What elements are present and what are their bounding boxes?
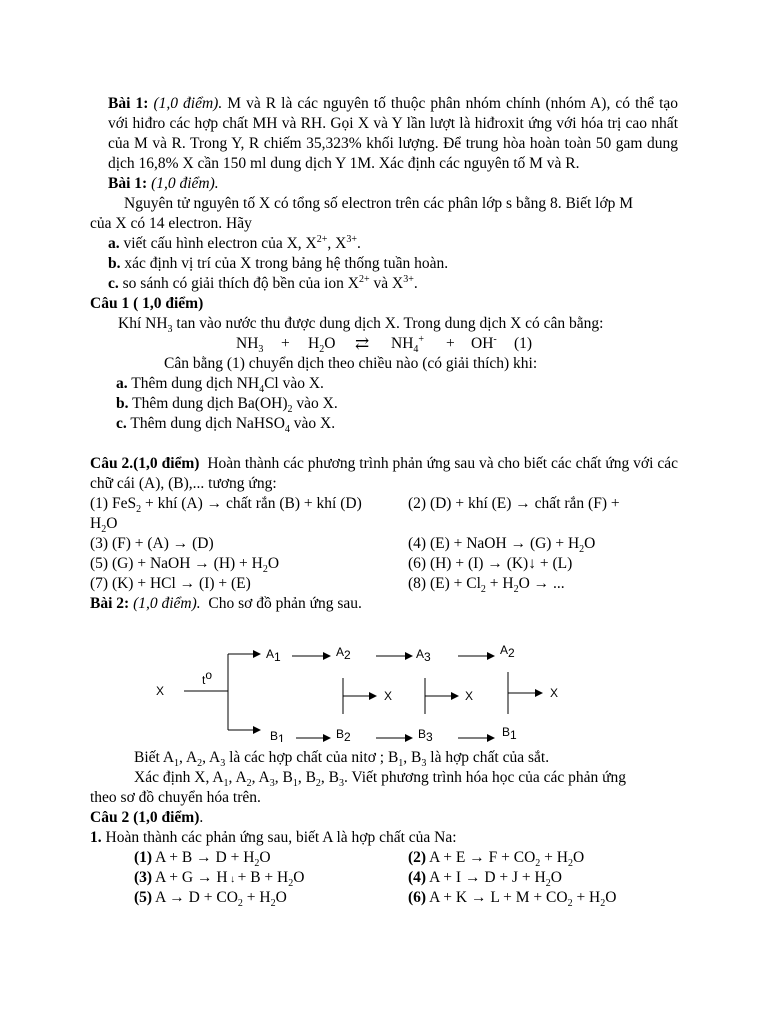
reaction-7: (7) (K) + HCl → (I) + (E): [90, 575, 251, 592]
eq-oh: [471, 334, 497, 354]
subscript: 2: [535, 858, 541, 870]
subscript: 2: [287, 404, 293, 416]
item-text: xác định vị trí của X trong bảng hệ thống tuần hoàn.: [124, 255, 449, 272]
reaction-2-cont: O: [106, 515, 118, 532]
subscript: 2: [579, 544, 585, 556]
reaction-text: A + B → D + H: [152, 849, 255, 866]
t-superscript: o: [205, 668, 213, 682]
charge: 3+: [403, 273, 414, 285]
item-label: b.: [108, 255, 121, 272]
node-b1: [270, 729, 285, 742]
node-index: 1: [278, 732, 285, 742]
bai2-para3: theo sơ đồ chuyển hóa trên.: [90, 789, 261, 806]
node-b3: [418, 727, 433, 742]
node-index: 2: [344, 730, 351, 742]
reaction-text: O → ...: [518, 575, 565, 592]
na-reaction-4: [408, 868, 562, 888]
cau2a-heading: Câu 2.(1,0 điểm): [90, 455, 200, 472]
node-a3: [416, 647, 431, 664]
reaction-text: O: [550, 869, 562, 886]
bai1b-item-a: [90, 234, 678, 254]
reaction-text: O: [605, 889, 617, 906]
temperature-label: [202, 668, 212, 687]
subscript: 4: [259, 384, 265, 396]
question-text: Hoàn thành các phản ứng sau, biết A là hợp chất của Na:: [101, 829, 457, 846]
cau1-question: Cân bằng (1) chuyển dịch theo chiều nào (có giải thích) khi:: [164, 355, 538, 372]
subscript: 3: [421, 758, 427, 770]
subscript: 2: [136, 504, 142, 516]
para-text: Biết A: [134, 749, 175, 766]
bai2-heading-line: [90, 594, 678, 614]
node-index: 3: [426, 730, 433, 742]
reaction-5: O: [267, 555, 280, 572]
charge: +: [418, 333, 425, 345]
spacer: [90, 434, 678, 454]
node-letter: A: [500, 643, 509, 657]
reaction-row: [90, 514, 678, 534]
subscript: 2: [270, 898, 276, 910]
item-label: b.: [116, 395, 129, 412]
node-x-3: X: [550, 686, 559, 700]
reaction-8: [408, 574, 565, 594]
para-text: , A: [228, 769, 247, 786]
subscript: 2: [254, 858, 260, 870]
t-symbol: t: [202, 673, 206, 687]
node-letter: B: [418, 727, 427, 741]
reaction-text: A + I → D + J + H: [426, 869, 546, 886]
bai1b-item-c: [90, 274, 678, 294]
eq-number: (1): [514, 335, 533, 352]
cau1-item-a: [90, 374, 678, 394]
subscript: 2: [513, 584, 519, 596]
bai1a-text: M và R là các nguyên tố thuộc phân nhóm chính (nhóm A), có thể tạo với hiđro các hợp chất MH và RH. Gọi X và Y lần lượt là hiđroxit ứng với hóa trị cao nhất của M và R. Trong Y, R chiếm 35,323% khối lượng. Để trung hòa hoàn toàn 50 gam dung dịch 16,8% X cần 150 ml dung dịch Y 1M. Xác định các nguyên tố M và R.: [108, 95, 679, 172]
subscript: 1: [223, 778, 229, 790]
reaction-1: + khí (A) → chất rắn (B) + khí (D): [141, 495, 362, 512]
subscript: 2: [567, 898, 573, 910]
precipitate-arrow: ↓: [227, 874, 238, 885]
item-text: Cl vào X.: [264, 375, 324, 392]
na-reaction-row: [90, 848, 678, 868]
subscript: 2: [246, 778, 252, 790]
bai2-points: (1,0 điểm).: [133, 595, 201, 612]
item-text: vào X.: [292, 395, 338, 412]
reaction-number: (4): [408, 869, 427, 886]
bai2-text: Cho sơ đồ phản ứng sau.: [208, 595, 362, 612]
bai2-para2: [90, 768, 678, 788]
item-label: a.: [108, 235, 120, 252]
node-a2: [336, 645, 351, 662]
bai1b-heading: Bài 1:: [108, 175, 148, 192]
reaction-4: [408, 534, 595, 554]
reaction-2-cont: H: [90, 515, 102, 532]
item-text: Thêm dung dịch NH: [127, 375, 260, 392]
item-text: và X: [369, 275, 404, 292]
cau2b-heading-line: [90, 808, 678, 828]
reaction-number: (2): [408, 849, 427, 866]
charge: -: [493, 333, 497, 345]
subscript: 1: [174, 758, 180, 770]
cau1-item-c: [90, 414, 678, 434]
reaction-row: [90, 494, 678, 514]
eq-nh3: [236, 334, 263, 354]
node-b1-end: [502, 725, 517, 742]
eq-plus: +: [446, 335, 455, 352]
reaction-text: + H: [572, 889, 601, 906]
reaction-text: + H: [242, 889, 271, 906]
item-text: viết cấu hình electron của X, X: [123, 235, 317, 252]
reaction-text: + H: [540, 849, 568, 866]
bai1b-line1: Nguyên tử nguyên tố X có tổng số electron trên các phân lớp s bằng 8. Biết lớp M: [124, 195, 634, 212]
subscript: 2: [567, 858, 573, 870]
bai1a-heading: Bài 1:: [108, 95, 149, 112]
equilibrium-equation: [90, 334, 678, 354]
subscript: 2: [600, 898, 606, 910]
charge: 3+: [346, 233, 357, 245]
item-label: c.: [108, 275, 119, 292]
charge: 2+: [316, 233, 328, 245]
eq-term: O: [324, 335, 336, 352]
subscript: 3: [220, 758, 226, 770]
subscript: 1: [398, 758, 404, 770]
reaction-text: A + E → F + CO: [426, 849, 536, 866]
na-reaction-row: [90, 888, 678, 908]
item-label: a.: [116, 375, 128, 392]
charge: 2+: [358, 273, 370, 285]
na-reaction-2: [408, 848, 584, 868]
reaction-text: A + G → H: [152, 869, 228, 886]
reaction-number: (3): [134, 869, 153, 886]
eq-h2o: [308, 334, 335, 354]
para-text: , A: [202, 749, 221, 766]
reaction-1: (1) FeS: [90, 495, 137, 512]
item-text: vào X.: [289, 415, 336, 432]
para-text: , B: [274, 769, 293, 786]
cau1-intro: [90, 314, 678, 334]
subscript: 3: [167, 324, 173, 336]
reaction-text: + B + H: [237, 869, 289, 886]
reaction-3: (3) (F) + (A) → (D): [90, 535, 214, 552]
subscript: 4: [413, 344, 419, 356]
para-text: là hợp chất của sắt.: [426, 749, 550, 766]
reaction-text: O: [275, 889, 287, 906]
question-number: 1.: [90, 829, 102, 846]
node-index: 1: [274, 650, 281, 664]
eq-term: NH: [391, 335, 414, 352]
bai1b-points: (1,0 điểm).: [151, 175, 219, 192]
reaction-6: (6) (H) + (I) → (K)↓ + (L): [408, 555, 573, 572]
subscript: 2: [288, 878, 294, 890]
item-text: so sánh có giải thích độ bền của ion X: [122, 275, 359, 292]
na-reaction-row: [90, 868, 678, 888]
reaction-number: (1): [134, 849, 153, 866]
item-text: , X: [327, 235, 347, 252]
reaction-text: O: [293, 869, 305, 886]
bai1b-item-b: [90, 254, 678, 274]
node-letter: A: [266, 647, 275, 661]
bai1a-paragraph: [90, 94, 678, 174]
node-b2: [336, 727, 351, 742]
node-letter: A: [416, 647, 425, 661]
reaction-text: + H: [485, 575, 514, 592]
subscript: 2: [480, 584, 486, 596]
reaction-number: (5): [134, 889, 153, 906]
na-reaction-6: [408, 888, 616, 908]
heading-end: .: [199, 809, 204, 826]
reaction-text: A → D + CO: [152, 889, 238, 906]
bai2-heading: Bài 2:: [90, 595, 130, 612]
subscript: 1: [292, 778, 298, 790]
reaction-text: O: [572, 849, 585, 866]
eq-plus: +: [281, 335, 290, 352]
intro-text: Khí NH: [118, 315, 168, 332]
subscript: 3: [269, 778, 275, 790]
node-index: 1: [510, 728, 517, 742]
node-index: 2: [344, 648, 351, 662]
item-text: .: [356, 235, 361, 252]
node-x-2: X: [465, 689, 474, 703]
bai1b-heading-line: [90, 174, 678, 194]
intro-text: tan vào nước thu được dung dịch X. Trong dung dịch X có cân bằng:: [172, 315, 604, 332]
subscript: 2: [237, 898, 243, 910]
reaction-text: O: [259, 849, 271, 866]
item-text: Thêm dung dịch Ba(OH): [128, 395, 288, 412]
subscript: 3: [258, 344, 264, 356]
eq-term: OH: [471, 335, 494, 352]
cau2b-heading: Câu 2 (1,0 điểm): [90, 809, 200, 826]
reaction-row: [90, 554, 678, 574]
subscript: 2: [197, 758, 203, 770]
eq-term: NH: [236, 335, 259, 352]
cau1-item-b: [90, 394, 678, 414]
bai1a-points: (1,0 điểm).: [153, 95, 223, 112]
node-a2-end: [500, 643, 515, 660]
reaction-5: (5) (G) + NaOH → (H) + H: [90, 555, 263, 572]
eq-nh4: [391, 334, 424, 354]
item-text: Thêm dung dịch NaHSO: [126, 415, 285, 432]
reaction-scheme-diagram: [90, 614, 678, 742]
node-letter: B: [502, 725, 511, 739]
para-text: , A: [179, 749, 198, 766]
node-index: 2: [508, 646, 515, 660]
subscript: 2: [545, 878, 551, 890]
reaction-text: (4) (E) + NaOH → (G) + H: [408, 535, 580, 552]
node-index: 3: [424, 650, 431, 664]
subscript: 2: [319, 344, 325, 356]
subscript: 2: [262, 564, 268, 576]
subscript: 2: [101, 524, 107, 536]
cau2a-intro: [90, 454, 678, 494]
equilibrium-arrow: ⇄: [355, 334, 370, 353]
node-letter: A: [336, 645, 345, 659]
document-page: [90, 94, 678, 908]
cau2a-text: Hoàn thành các phương trình phản ứng sau và cho biết các chất ứng với các chữ cái (A), (B),... tương ứng:: [90, 455, 679, 492]
node-a1: [266, 647, 281, 664]
reaction-row: [90, 574, 678, 594]
node-letter: B: [270, 729, 279, 742]
node-x-1: X: [384, 689, 393, 703]
item-text: .: [413, 275, 418, 292]
para-text: , B: [320, 769, 340, 786]
bai1b-line2: của X có 14 electron. Hãy: [90, 215, 252, 232]
para-text: Xác định X, A: [134, 769, 224, 786]
reaction-text: (8) (E) + Cl: [408, 575, 481, 592]
para-text: , A: [251, 769, 270, 786]
para-text: . Viết phương trình hóa học của các phản ứng: [344, 769, 627, 786]
node-letter: B: [336, 727, 345, 741]
para-text: , B: [403, 749, 422, 766]
subscript: 2: [315, 778, 321, 790]
eq-term: H: [308, 335, 320, 352]
para-text: , B: [297, 769, 316, 786]
reaction-text: O: [584, 535, 596, 552]
para-text: là các hợp chất của nitơ ; B: [225, 749, 399, 766]
reaction-2: (2) (D) + khí (E) → chất rắn (F) +: [408, 495, 620, 512]
bai2-para1: [90, 748, 678, 768]
item-label: c.: [116, 415, 127, 432]
subscript: 3: [339, 778, 345, 790]
cau1-heading: Câu 1 ( 1,0 điểm): [90, 295, 204, 312]
cau2b-question: [90, 828, 678, 848]
reaction-number: (6): [408, 889, 427, 906]
reaction-text: A + K → L + M + CO: [426, 889, 568, 906]
subscript: 4: [284, 424, 290, 436]
reaction-row: [90, 534, 678, 554]
diagram-x-start: X: [156, 684, 165, 698]
